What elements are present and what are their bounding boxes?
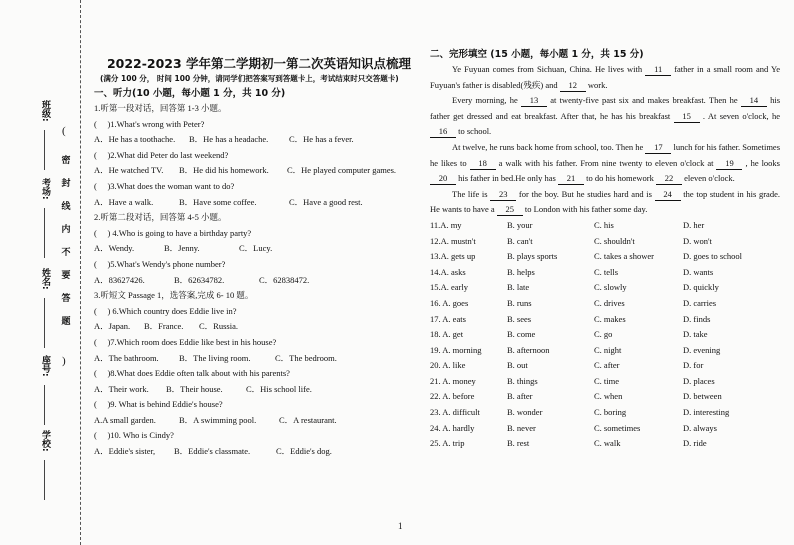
exam-title: 2022-2023 学年第二学期初一第二次英语知识点梳理 bbox=[106, 56, 412, 71]
option-choice: D. take bbox=[683, 329, 708, 340]
cloze-option-row bbox=[430, 296, 780, 312]
listening-line: ( )8.What does Eddie often talk about with his parents? bbox=[94, 368, 290, 379]
cloze-paragraph-2 bbox=[430, 93, 780, 140]
option-choice: 14.A. asks bbox=[430, 266, 466, 277]
cloze-blank: 19 bbox=[716, 158, 742, 170]
option-choice: B．62634782. bbox=[174, 274, 225, 285]
left-column bbox=[94, 55, 424, 460]
option-choice: D. wants bbox=[683, 266, 714, 277]
cloze-text: father in a small room and Ye Fuyuan's father is disabled(残疾) and bbox=[430, 64, 781, 90]
cloze-text: Every morning, he bbox=[452, 95, 521, 106]
option-choice: A．He has a toothache. bbox=[94, 134, 176, 145]
option-choice: A．He watched TV. bbox=[94, 165, 164, 176]
option-choice: C. after bbox=[594, 360, 620, 371]
listening-options bbox=[94, 163, 424, 179]
cloze-text: at twenty-five past six and makes breakfast. Then he bbox=[546, 95, 741, 106]
option-choice: B．A swimming pool. bbox=[179, 414, 257, 425]
cloze-text: to do his homework bbox=[583, 173, 656, 184]
listening-line: ( )2.What did Peter do last weekend? bbox=[94, 149, 229, 160]
cloze-text: for the boy. But he studies hard and is bbox=[516, 188, 655, 199]
cloze-text: work. bbox=[585, 79, 608, 90]
option-choice: B. afternoon bbox=[507, 344, 550, 355]
cloze-heading: 二、完形填空 (15 小题，每小题 1 分，共 15 分) bbox=[430, 49, 644, 60]
cloze-paragraph-3 bbox=[430, 140, 780, 187]
listening-heading: 一、听力(10 小题，每小题 1 分，共 10 分) bbox=[94, 88, 286, 99]
seal-char: 线 bbox=[61, 202, 71, 212]
cloze-option-row bbox=[430, 389, 780, 405]
seal-char: 不 bbox=[61, 248, 71, 258]
option-choice: C. shouldn't bbox=[594, 235, 635, 246]
cloze-text: lunch for his father. Sometimes he likes to bbox=[430, 141, 781, 168]
cloze-option-row bbox=[430, 436, 780, 452]
option-choice: C. makes bbox=[594, 313, 626, 324]
seal-paren-bottom: ) bbox=[62, 355, 66, 367]
listening-options bbox=[94, 413, 424, 429]
seal-char: 封 bbox=[61, 179, 71, 189]
option-choice: C. his bbox=[594, 219, 614, 230]
option-choice: 13.A. gets up bbox=[430, 251, 476, 262]
option-choice: A．83627426. bbox=[94, 274, 145, 285]
option-choice: D. finds bbox=[683, 313, 711, 324]
option-choice: C. sometimes bbox=[594, 422, 641, 433]
cloze-blank: 21 bbox=[558, 173, 584, 185]
option-choice: A．Their work. bbox=[94, 383, 149, 394]
binding-margin bbox=[0, 0, 81, 545]
option-choice: A．Japan. bbox=[94, 321, 131, 332]
option-choice: C. tells bbox=[594, 266, 619, 277]
option-choice: B. can't bbox=[507, 235, 533, 246]
option-choice: 22. A. before bbox=[430, 391, 475, 402]
option-choice: B．He did his homework. bbox=[179, 165, 269, 176]
option-choice: C．His school life. bbox=[246, 383, 312, 394]
option-choice: A．Eddie's sister, bbox=[94, 446, 156, 457]
option-choice: 16. A. goes bbox=[430, 297, 469, 308]
cloze-option-row bbox=[430, 327, 780, 343]
listening-line: 1.听第一段对话，回答第 1-3 小题。 bbox=[94, 103, 227, 113]
option-choice: B. sees bbox=[507, 313, 532, 324]
cloze-text: a walk with his father. From nine twenty to eleven o'clock at bbox=[495, 157, 717, 168]
option-choice: C．Eddie's dog. bbox=[276, 446, 332, 457]
option-choice: A．Wendy. bbox=[94, 243, 135, 254]
cloze-blank: 11 bbox=[645, 64, 671, 76]
option-choice: C. walk bbox=[594, 438, 621, 449]
option-choice: 17. A. eats bbox=[430, 313, 466, 324]
cloze-text: the top student in his grade. He wants to have a bbox=[430, 188, 780, 215]
option-choice: D. quickly bbox=[683, 282, 719, 293]
cloze-blank: 16 bbox=[430, 126, 456, 138]
cloze-blank: 17 bbox=[645, 142, 671, 154]
option-choice: C. night bbox=[594, 344, 622, 355]
option-choice: B．The living room. bbox=[179, 352, 251, 363]
option-choice: B. after bbox=[507, 391, 533, 402]
listening-line: 3.听短文 Passage 1，选答案,完成 6- 10 题。 bbox=[94, 290, 254, 301]
listening-options bbox=[94, 319, 424, 335]
option-choice: B. rest bbox=[507, 438, 530, 449]
option-choice: 15.A. early bbox=[430, 282, 469, 293]
option-choice: D. carries bbox=[683, 297, 717, 308]
seal-warning-column bbox=[59, 150, 73, 334]
cloze-blank: 23 bbox=[490, 189, 516, 201]
listening-options bbox=[94, 382, 424, 398]
option-choice: D. always bbox=[683, 422, 717, 433]
cloze-blank: 24 bbox=[655, 189, 681, 201]
option-choice: 25. A. trip bbox=[430, 438, 465, 449]
exam-room-label: 考场: bbox=[40, 178, 50, 200]
option-choice: C. takes a shower bbox=[594, 251, 654, 262]
option-choice: D. between bbox=[683, 391, 722, 402]
option-choice: 11.A. my bbox=[430, 219, 462, 230]
option-choice: D. goes to school bbox=[683, 251, 743, 262]
option-choice: D. interesting bbox=[683, 407, 730, 418]
cloze-text: At twelve, he runs back home from school, too. Then he bbox=[452, 141, 646, 152]
option-choice: B. things bbox=[507, 375, 538, 386]
option-choice: B. helps bbox=[507, 266, 535, 277]
exam-room-line bbox=[44, 208, 45, 258]
cloze-option-row bbox=[430, 265, 780, 281]
listening-line: ( ) 4.Who is going to have a birthday party? bbox=[94, 227, 252, 238]
option-choice: D. won't bbox=[683, 235, 712, 246]
cloze-text: his father in bed.He only has bbox=[456, 173, 558, 184]
option-choice: B. never bbox=[507, 422, 536, 433]
option-choice: C. time bbox=[594, 375, 620, 386]
option-choice: D. for bbox=[683, 360, 704, 371]
seal-char: 答 bbox=[61, 294, 71, 304]
school-label: 学校: bbox=[40, 430, 50, 452]
option-choice: C．Have a good rest. bbox=[289, 196, 363, 207]
option-choice: B. wonder bbox=[507, 407, 543, 418]
option-choice: C. boring bbox=[594, 407, 627, 418]
cloze-options bbox=[430, 218, 780, 452]
seal-char: 密 bbox=[61, 156, 71, 166]
cloze-option-row bbox=[430, 312, 780, 328]
exam-instructions: (满分 100 分， 时间 100 分钟，请同学们把答案写到答题卡上，考试结束时只交答题卡) bbox=[100, 74, 399, 83]
listening-line: ( )3.What does the woman want to do? bbox=[94, 180, 235, 191]
right-column bbox=[430, 47, 780, 452]
option-choice: C．Lucy. bbox=[239, 243, 273, 254]
option-choice: C．62838472. bbox=[259, 274, 310, 285]
cloze-text: eleven o'clock. bbox=[682, 173, 735, 184]
seal-paren-top: ( bbox=[62, 125, 66, 137]
seat-number-label: 座号: bbox=[40, 355, 50, 377]
option-choice: C．Russia. bbox=[199, 321, 238, 332]
cloze-text: The life is bbox=[452, 188, 491, 199]
listening-line: ( )9. What is behind Eddie's house? bbox=[94, 399, 223, 410]
cloze-blank: 22 bbox=[656, 173, 682, 185]
option-choice: B．Have some coffee. bbox=[179, 196, 257, 207]
option-choice: C．A restaurant. bbox=[279, 414, 337, 425]
option-choice: D. her bbox=[683, 219, 705, 230]
cloze-text: to school. bbox=[456, 126, 492, 137]
cloze-option-row bbox=[430, 374, 780, 390]
cloze-blank: 13 bbox=[521, 95, 547, 107]
cloze-blank: 12 bbox=[560, 80, 586, 92]
option-choice: C. when bbox=[594, 391, 623, 402]
option-choice: A．Have a walk. bbox=[94, 196, 154, 207]
name-label: 姓名: bbox=[40, 268, 50, 290]
option-choice: C. slowly bbox=[594, 282, 627, 293]
listening-line: 2.听第二段对话，回答第 4-5 小题。 bbox=[94, 212, 227, 223]
option-choice: B．Their house. bbox=[166, 383, 223, 394]
option-choice: B. come bbox=[507, 329, 536, 340]
cloze-option-row bbox=[430, 343, 780, 359]
listening-line: ( ) 6.Which country does Eddie live in? bbox=[94, 305, 237, 316]
listening-options bbox=[94, 241, 424, 257]
cloze-blank: 25 bbox=[497, 204, 523, 216]
option-choice: 12.A. mustn't bbox=[430, 235, 476, 246]
seal-char: 题 bbox=[61, 317, 71, 327]
cloze-option-row bbox=[430, 405, 780, 421]
option-choice: A．The bathroom. bbox=[94, 352, 159, 363]
cloze-paragraph-1 bbox=[430, 62, 780, 93]
listening-options bbox=[94, 132, 424, 148]
option-choice: 24. A. hardly bbox=[430, 422, 475, 433]
option-choice: 23. A. difficult bbox=[430, 407, 480, 418]
class-line bbox=[44, 130, 45, 170]
option-choice: 18. A. get bbox=[430, 329, 464, 340]
cloze-blank: 14 bbox=[741, 95, 767, 107]
option-choice: B．France. bbox=[144, 321, 184, 332]
seal-char: 内 bbox=[61, 225, 71, 235]
cloze-text: Ye Fuyuan comes from Sichuan, China. He lives with bbox=[452, 64, 646, 74]
listening-options bbox=[94, 273, 424, 289]
page-number: 1 bbox=[398, 521, 403, 531]
option-choice: B. out bbox=[507, 360, 528, 371]
class-label: 班级: bbox=[40, 100, 50, 122]
cloze-text: , he looks bbox=[742, 157, 780, 168]
seal-char: 要 bbox=[61, 271, 71, 281]
listening-line: ( )7.Which room does Eddie like best in his house? bbox=[94, 336, 277, 347]
school-line bbox=[44, 460, 45, 500]
option-choice: B. plays sports bbox=[507, 251, 558, 262]
option-choice: B．Eddie's classmate. bbox=[174, 446, 251, 457]
option-choice: C．He played computer games. bbox=[287, 165, 397, 176]
cloze-text: to London with his father some day. bbox=[522, 204, 648, 215]
listening-options bbox=[94, 351, 424, 367]
option-choice: D. places bbox=[683, 375, 715, 386]
cloze-option-row bbox=[430, 280, 780, 296]
cloze-option-row bbox=[430, 421, 780, 437]
cloze-text: . At seven o'clock, he bbox=[699, 110, 780, 121]
listening-questions bbox=[94, 101, 424, 460]
option-choice: 20. A. like bbox=[430, 360, 466, 371]
option-choice: B. late bbox=[507, 282, 530, 293]
listening-options bbox=[94, 195, 424, 211]
cloze-blank: 20 bbox=[430, 173, 456, 185]
option-choice: D. ride bbox=[683, 438, 707, 449]
cloze-option-row bbox=[430, 249, 780, 265]
option-choice: 19. A. morning bbox=[430, 344, 482, 355]
option-choice: B. your bbox=[507, 219, 533, 230]
option-choice: C. drives bbox=[594, 297, 625, 308]
option-choice: B. runs bbox=[507, 297, 532, 308]
cloze-option-row bbox=[430, 218, 780, 234]
option-choice: B．He has a headache. bbox=[189, 134, 269, 145]
cloze-blank: 18 bbox=[470, 158, 496, 170]
option-choice: C．He has a fever. bbox=[289, 134, 354, 145]
listening-line: ( )1.What's wrong with Peter? bbox=[94, 118, 205, 129]
seat-number-line bbox=[44, 385, 45, 425]
listening-options bbox=[94, 444, 424, 460]
option-choice: A.A small garden. bbox=[94, 414, 156, 425]
cloze-paragraph-4 bbox=[430, 187, 780, 218]
cloze-text: his father get dressed and eat breakfast. After that, he has his breakfast bbox=[430, 95, 781, 121]
listening-line: ( )10. Who is Cindy? bbox=[94, 430, 174, 441]
name-line bbox=[44, 298, 45, 348]
option-choice: B．Jenny. bbox=[164, 243, 200, 254]
cloze-option-row bbox=[430, 358, 780, 374]
option-choice: C. go bbox=[594, 329, 613, 340]
listening-line: ( )5.What's Wendy's phone number? bbox=[94, 258, 226, 269]
option-choice: D. evening bbox=[683, 344, 721, 355]
cloze-option-row bbox=[430, 234, 780, 250]
option-choice: C．The bedroom. bbox=[275, 352, 337, 363]
option-choice: 21. A. money bbox=[430, 375, 476, 386]
cloze-blank: 15 bbox=[674, 111, 700, 123]
